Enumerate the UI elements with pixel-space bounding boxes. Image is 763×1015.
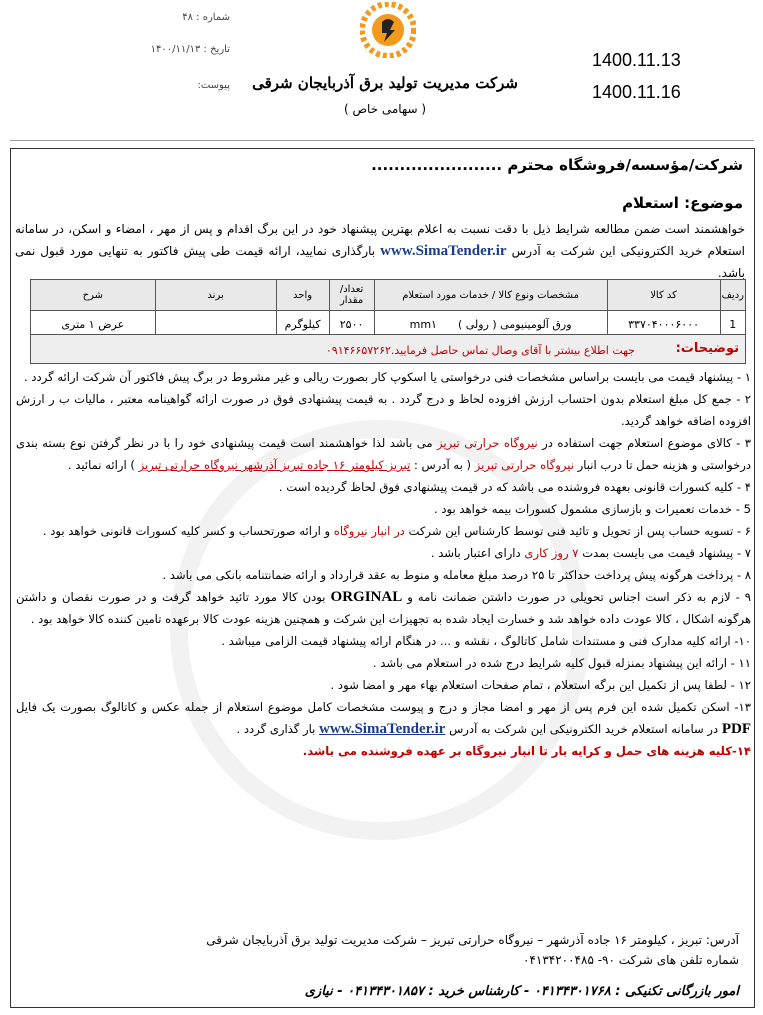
col-row: ردیف bbox=[720, 280, 745, 311]
condition-5: 5 - خدمات تعمیرات و بازسازی مشمول کسورات بیمه خواهد بود . bbox=[434, 502, 751, 516]
table-header-row bbox=[31, 280, 746, 311]
condition-7-text-a: ۷ - پیشنهاد قیمت می بایست بمدت bbox=[582, 546, 751, 560]
handwritten-date-2: 1400.11.16 bbox=[592, 82, 681, 102]
notes-box bbox=[30, 334, 746, 364]
condition-7-red: ۷ روز کاری bbox=[524, 546, 579, 560]
header-divider bbox=[10, 140, 754, 141]
cell-desc-a: ورق آلومینیومی ( رولی ) bbox=[457, 317, 572, 331]
company-name: شرکت مدیریت تولید برق آذربایجان شرقی bbox=[252, 74, 518, 92]
condition-7-text-b: دارای اعتبار باشد . bbox=[430, 546, 521, 560]
footer-signature: امور بازرگانی تکنیکی : ۰۴۱۳۴۳۰۱۷۶۸ - کارشناس خرید : ۰۴۱۳۴۳۰۱۸۵۷ - نیازی bbox=[304, 984, 739, 999]
company-type: ( سهامی خاص ) bbox=[343, 102, 427, 116]
subject: موضوع: استعلام bbox=[622, 194, 743, 212]
condition-13-text-c: بار گذاری گردد . bbox=[236, 722, 316, 736]
condition-3-red-address: تبریز کیلومتر ۱۶ جاده تبریز آذرشهر نیروگاه حرارتی تبریز bbox=[138, 458, 411, 472]
condition-13 bbox=[16, 696, 751, 740]
condition-9-text-b: بودن کالا مورد تائید خواهد گرفت و در صورت نقصان و داشتن هرگونه اشکال ، کالا عودت داده خواهد شد و خسارت ایجاد شده به تجهیزات این شرکت و همچنین هزینه عودت کالا برعهده تامین کننده کالا خواهد بود . bbox=[16, 590, 751, 626]
footer-address: آدرس: تبریز ، کیلومتر ۱۶ جاده آذرشهر – نیروگاه حرارتی تبریز – شرکت مدیریت تولید برق آذربایجان شرقی bbox=[206, 933, 739, 947]
cell-code: ۳۳۷۰۴۰۰۰۶۰۰۰ bbox=[607, 311, 720, 338]
condition-3-text-d: ) ارائه نمائید . bbox=[67, 458, 135, 472]
letter-header bbox=[0, 0, 763, 140]
condition-1: ۱ - پیشنهاد قیمت می بایست براساس مشخصات فنی درخواستی یا اسکوپ کار بصورت ریالی و غیر مشروط در برگ پیش فاکتور آن شرکت ارائه گردد . bbox=[24, 370, 751, 384]
footer-phone: شماره تلفن های شرکت ۹۰- ۰۴۱۳۴۲۰۰۴۸۵ bbox=[522, 953, 739, 967]
footer-address-block bbox=[19, 930, 739, 970]
intro-text-end: بارگذاری نمایید، ارائه قیمت طی پیش فاکتور به تنهایی مورد قبول نمی باشد. bbox=[15, 244, 745, 280]
condition-3-red-b: نیروگاه حرارتی تبریز bbox=[474, 458, 574, 472]
letter-date: تاریخ : ۱۴۰۰/۱۱/۱۳ bbox=[150, 44, 230, 55]
company-logo-icon bbox=[360, 2, 416, 58]
items-table bbox=[30, 279, 746, 338]
condition-9-original: ORGINAL bbox=[330, 589, 403, 605]
condition-2: ۲ - جمع کل مبلغ استعلام بدون احتساب ارزش افزوده لحاظ و درج گردد . به قیمت پیشنهادی فوق در صورت ارائه گواهینامه معتبر ، مالیات ب ر ارزش افزوده اضافه خواهد گردید. bbox=[16, 392, 751, 428]
condition-9 bbox=[16, 586, 751, 630]
condition-13-text-a: ۱۳- اسکن تکمیل شده این فرم پس از مهر و امضا مجاز و درج و پیوست مشخصات کامل موضوع استعلام از جمله عکس و کاتالوگ بصورت یک فایل bbox=[16, 700, 751, 714]
condition-7 bbox=[16, 542, 751, 564]
col-brand: برند bbox=[155, 280, 276, 311]
notes-label: توضیحات: bbox=[675, 341, 739, 356]
condition-14: ۱۴-کلیه هزینه های حمل و کرایه بار تا انبار نیروگاه بر عهده فروشنده می باشد. bbox=[302, 744, 751, 758]
cell-unit: کیلوگرم bbox=[276, 311, 329, 338]
condition-8: ۸ - پرداخت هرگونه پیش پرداخت حداکثر تا ۲۵ درصد مبلغ معامله و منوط به عقد قرارداد و ارائه ضمانتنامه بانکی می باشد . bbox=[162, 568, 751, 582]
letter-number: شماره : ۴۸ bbox=[182, 12, 230, 23]
condition-3 bbox=[16, 432, 751, 476]
cell-note: عرض ۱ متری bbox=[31, 311, 156, 338]
condition-9-text-a: ۹ - لازم به ذکر است اجناس تحویلی در صورت داشتن ضمانت نامه و bbox=[407, 590, 752, 604]
col-note: شرح bbox=[31, 280, 156, 311]
conditions-list bbox=[16, 366, 751, 762]
condition-6 bbox=[16, 520, 751, 542]
condition-13-link[interactable]: www.SimaTender.ir bbox=[319, 721, 446, 737]
notes-text: جهت اطلاع بیشتر با آقای وصال تماس حاصل فرمایید.۰۹۱۴۶۶۵۷۲۶۲ bbox=[325, 344, 635, 357]
col-desc: مشخصات ونوع کالا / خدمات مورد استعلام bbox=[374, 280, 607, 311]
condition-6-text-a: ۶ - تسویه حساب پس از تحویل و تائید فنی توسط کارشناس این شرکت bbox=[408, 524, 751, 538]
condition-3-text-a: ۳ - کالای موضوع استعلام جهت استفاده در bbox=[542, 436, 752, 450]
cell-desc-b: mm۱ bbox=[409, 317, 437, 331]
handwritten-date-1: 1400.11.13 bbox=[592, 50, 681, 70]
cell-row: 1 bbox=[720, 311, 745, 338]
intro-text: خواهشمند است ضمن مطالعه شرایط ذیل با دقت نسبت به اعلام بهترین پیشنهاد خود در این برگ اقدام و پس از مهر ، امضاء و اسکن، در سامانه استعلام خرید الکترونیکی این شرکت به آدرس bbox=[15, 222, 745, 258]
intro-link[interactable]: www.SimaTender.ir bbox=[380, 243, 507, 259]
condition-4: ۴ - کلیه کسورات قانونی بعهده فروشنده می باشد که در قیمت پیشنهادی فوق لحاظ گردیده است . bbox=[278, 480, 751, 494]
condition-13-pdf: PDF bbox=[721, 721, 751, 737]
col-code: کد کالا bbox=[607, 280, 720, 311]
col-unit: واحد bbox=[276, 280, 329, 311]
cell-qty: ۲۵۰۰ bbox=[329, 311, 374, 338]
condition-3-text-b: می باشد لذا خواهشمند است قیمت پیشنهادی خود را با در نظر گرفتن نوع بسته بندی درخواستی و هزینه حمل تا درب انبار bbox=[16, 436, 751, 472]
condition-3-text-c: ( به آدرس : bbox=[413, 458, 472, 472]
condition-6-red: در انبار نیروگاه bbox=[333, 524, 405, 538]
col-qty: تعداد/ مقدار bbox=[329, 280, 374, 311]
condition-10: ۱۰- ارائه کلیه مدارک فنی و مستندات شامل کاتالوگ ، نقشه و ... در هنگام ارائه پیشنهاد قیمت الزامی میباشد . bbox=[221, 634, 751, 648]
condition-12: ۱۲ - لطفا پس از تکمیل این برگه استعلام ، تمام صفحات استعلام بهاء مهر و امضا شود . bbox=[330, 678, 751, 692]
letter-attachment: پیوست: bbox=[197, 80, 230, 91]
addressee: شرکت/مؤسسه/فروشگاه محترم ....................... bbox=[371, 156, 743, 174]
condition-13-text-b: در سامانه استعلام خرید الکترونیکی این شرکت به آدرس bbox=[449, 722, 719, 736]
condition-11: ۱۱ - ارائه این پیشنهاد بمنزله قبول کلیه شرایط درج شده در استعلام می باشد . bbox=[372, 656, 751, 670]
condition-3-red-a: نیروگاه حرارتی تبریز bbox=[437, 436, 538, 450]
intro-paragraph bbox=[15, 218, 745, 284]
condition-6-text-b: و ارائه صورتحساب و کسر کلیه کسورات قانونی خواهد بود . bbox=[42, 524, 331, 538]
